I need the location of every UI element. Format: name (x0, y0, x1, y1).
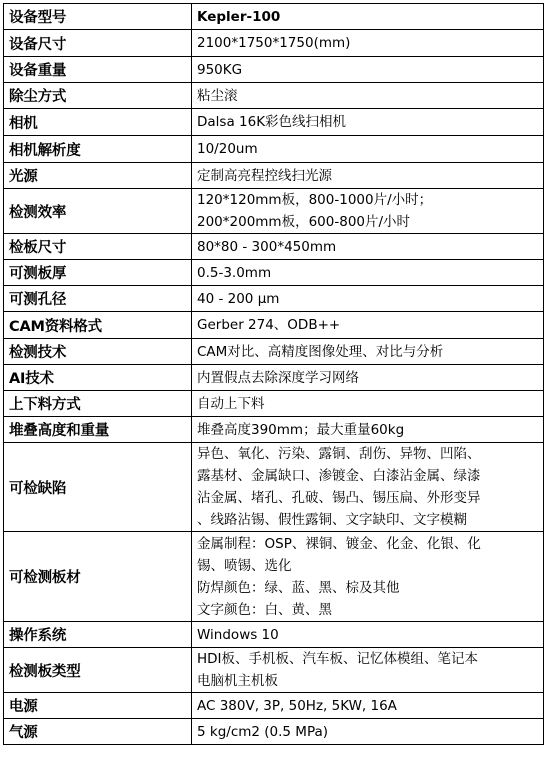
spec-value (192, 30, 544, 57)
spec-row (4, 189, 544, 234)
spec-label: 相机解析度 (4, 136, 192, 163)
spec-value (192, 57, 544, 83)
spec-value-line: 、线路沾锡、假性露铜、文字缺印、文字模糊 (197, 512, 467, 528)
spec-row (4, 417, 544, 443)
spec-row (4, 234, 544, 260)
spec-value (192, 234, 544, 260)
spec-row (4, 260, 544, 286)
spec-value-line: 80*80 - 300*450mm (197, 238, 337, 255)
spec-label: 设备型号 (4, 4, 192, 30)
spec-value (192, 648, 544, 693)
spec-value (192, 417, 544, 443)
spec-label: 可检测板材 (4, 532, 192, 622)
spec-row (4, 109, 544, 136)
spec-row (4, 693, 544, 719)
spec-value-line: 粘尘滚 (197, 87, 238, 104)
spec-value-line: 堆叠高度390mm；最大重量60kg (197, 421, 405, 438)
spec-value-line: 10/20um (197, 141, 258, 157)
spec-value (192, 719, 544, 745)
spec-label: 上下料方式 (4, 391, 192, 417)
spec-value-line: 防焊颜色：绿、蓝、黑、棕及其他 (197, 579, 400, 596)
spec-label: 设备尺寸 (4, 30, 192, 57)
spec-label: 检板尺寸 (4, 234, 192, 260)
spec-row (4, 719, 544, 745)
spec-value-line: 文字颜色：白、黄、黑 (197, 601, 332, 618)
spec-value-line: Kepler-100 (197, 8, 281, 25)
spec-row (4, 136, 544, 163)
spec-value-line: 自动上下料 (197, 395, 265, 412)
spec-row (4, 163, 544, 189)
spec-value-line: 金属制程：OSP、裸铜、镀金、化金、化银、化 (197, 535, 481, 552)
spec-label: CAM资料格式 (4, 312, 192, 339)
spec-value (192, 532, 544, 622)
spec-value-line: Gerber 274、ODB++ (197, 317, 341, 333)
spec-value-line: 950KG (197, 61, 243, 78)
spec-label: 电源 (4, 693, 192, 719)
spec-value-line: 0.5-3.0mm (197, 264, 272, 281)
spec-row (4, 286, 544, 312)
spec-row (4, 312, 544, 339)
spec-label: 操作系统 (4, 622, 192, 648)
spec-value-line: 异色、氧化、污染、露铜、刮伤、异物、凹陷、 (197, 446, 481, 462)
spec-value-line: 5 kg/cm2 (0.5 MPa) (197, 723, 329, 740)
spec-value (192, 693, 544, 719)
spec-value (192, 189, 544, 234)
spec-label: 气源 (4, 719, 192, 745)
spec-row (4, 622, 544, 648)
spec-value-line: 露基材、金属缺口、渗镀金、白漆沾金属、绿漆 (197, 468, 481, 484)
spec-label: 设备重量 (4, 57, 192, 83)
spec-value (192, 260, 544, 286)
spec-value-line: Windows 10 (197, 626, 279, 643)
spec-label: 堆叠高度和重量 (4, 417, 192, 443)
spec-table (3, 3, 544, 745)
spec-row (4, 83, 544, 109)
spec-row (4, 532, 544, 622)
spec-label: 可测孔径 (4, 286, 192, 312)
spec-value-line: 内置假点去除深度学习网络 (197, 369, 359, 386)
spec-value-line: 锡、喷锡、选化 (197, 557, 292, 574)
spec-value-line: 120*120mm板，800-1000片/小时； (197, 192, 433, 208)
spec-value-line: 200*200mm板，600-800片/小时 (197, 214, 411, 230)
spec-row (4, 4, 544, 30)
spec-label: 可测板厚 (4, 260, 192, 286)
spec-row (4, 30, 544, 57)
spec-table-body (4, 4, 544, 745)
spec-row (4, 339, 544, 365)
spec-value-line: AC 380V, 3P, 50Hz, 5KW, 16A (197, 697, 397, 714)
spec-value-line: 电脑机主机板 (197, 673, 278, 689)
spec-value (192, 136, 544, 163)
spec-label: 光源 (4, 163, 192, 189)
spec-row (4, 365, 544, 391)
spec-value-line: Dalsa 16K彩色线扫相机 (197, 114, 347, 130)
spec-value (192, 339, 544, 365)
spec-value (192, 443, 544, 532)
spec-row (4, 443, 544, 532)
spec-label: 可检缺陷 (4, 443, 192, 532)
spec-value (192, 4, 544, 30)
spec-value (192, 312, 544, 339)
spec-value-line: 40 - 200 μm (197, 290, 280, 307)
spec-row (4, 57, 544, 83)
spec-value (192, 365, 544, 391)
spec-value-line: 2100*1750*1750(mm) (197, 35, 351, 51)
spec-value-line: 沾金属、堵孔、孔破、锡凸、锡压扁、外形变异 (197, 490, 481, 506)
spec-label: 相机 (4, 109, 192, 136)
spec-value (192, 622, 544, 648)
spec-value-line: 定制高亮程控线扫光源 (197, 167, 332, 184)
spec-label: 检测技术 (4, 339, 192, 365)
spec-value (192, 286, 544, 312)
spec-value (192, 83, 544, 109)
spec-label: 除尘方式 (4, 83, 192, 109)
spec-row (4, 391, 544, 417)
spec-value (192, 391, 544, 417)
spec-row (4, 648, 544, 693)
spec-label: 检测板类型 (4, 648, 192, 693)
spec-value-line: HDI板、手机板、汽车板、记忆体模组、笔记本 (197, 651, 479, 667)
spec-value-line: CAM对比、高精度图像处理、对比与分析 (197, 343, 444, 360)
spec-label: 检测效率 (4, 189, 192, 234)
spec-value (192, 109, 544, 136)
spec-label: AI技术 (4, 365, 192, 391)
spec-value (192, 163, 544, 189)
